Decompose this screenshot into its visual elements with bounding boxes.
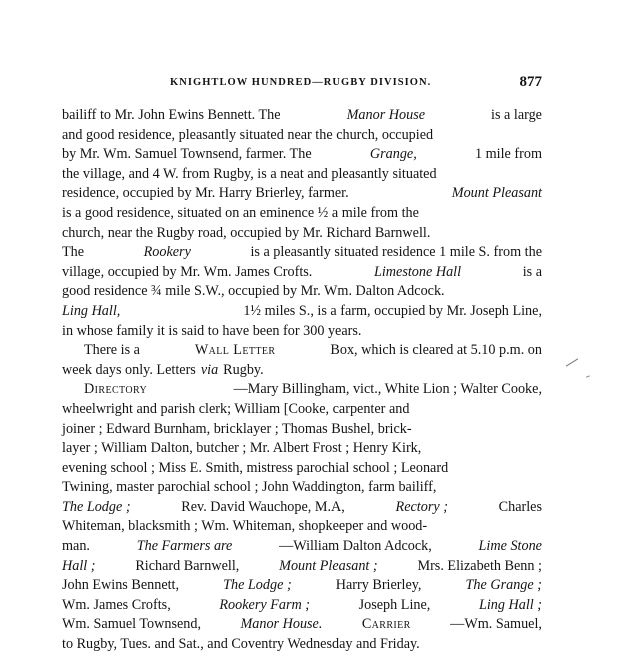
place-name: Ling Hall, — [62, 302, 121, 319]
text-run: the village, and 4 W. from Rugby, is a neat and pleasantly situated — [62, 165, 437, 182]
place-name: Lime Stone — [478, 538, 542, 555]
text-line — [62, 400, 542, 420]
text-run: layer ; William Dalton, butcher ; Mr. Albert Frost ; Henry Kirk, — [62, 440, 422, 457]
place-name: Rookery Farm ; — [219, 596, 310, 613]
place-name: Grange, — [369, 146, 417, 163]
place-name: Manor House — [346, 107, 426, 123]
small-caps-term: Wall Letter — [194, 342, 276, 359]
text-run: Richard Barnwell, — [135, 557, 240, 574]
text-run: week days only. Letters — [62, 361, 196, 378]
text-line — [62, 498, 542, 518]
text-line — [62, 282, 542, 302]
place-name: Mount Pleasant ; — [279, 557, 378, 574]
text-line — [62, 165, 542, 185]
text-run: and good residence, pleasantly situated near the church, occupied — [62, 126, 434, 143]
place-name: The Lodge ; — [223, 577, 292, 594]
text-run: 1 mile from — [475, 146, 542, 163]
text-line — [62, 224, 542, 244]
text-run: John Ewins Bennett, — [62, 577, 180, 594]
text-run: 1½ miles S., is a farm, occupied by Mr. Joseph Line, — [243, 302, 542, 319]
small-caps-term: Directory — [84, 381, 148, 398]
text-run: evening school ; Miss E. Smith, mistress parochial school ; Leonard — [62, 459, 449, 476]
text-run: is a pleasantly situated residence 1 mile S. from the — [250, 244, 542, 261]
text-run: by Mr. Wm. Samuel Townsend, farmer. The — [62, 146, 312, 163]
text-line — [62, 635, 542, 655]
text-line — [62, 459, 542, 479]
place-name: Hall ; — [62, 557, 96, 574]
place-name: Rectory ; — [395, 498, 448, 515]
text-line — [62, 106, 542, 126]
text-line — [62, 145, 542, 165]
text-line — [62, 537, 542, 557]
text-line — [62, 478, 542, 498]
text-line — [62, 184, 542, 204]
text-run: Wm. James Crofts, — [62, 596, 171, 613]
text-run: residence, occupied by Mr. Harry Brierley, farmer. — [62, 185, 349, 202]
text-run: Charles — [498, 498, 542, 515]
page-header — [170, 74, 542, 94]
text-line — [62, 263, 542, 283]
text-run: The — [62, 244, 85, 261]
text-line — [62, 420, 542, 440]
text-run: Twining, master parochial school ; John Waddington, farm bailiff, — [62, 479, 437, 496]
text-run: —William Dalton Adcock, — [279, 538, 432, 555]
text-line — [62, 243, 542, 263]
body-text — [62, 106, 542, 655]
text-run: village, occupied by Mr. Wm. James Crofts. — [62, 263, 313, 280]
place-name: Ling Hall ; — [478, 596, 542, 613]
italic-term: The Farmers are — [136, 538, 233, 555]
text-run: Mrs. Elizabeth Benn ; — [417, 557, 542, 574]
place-name: Mount Pleasant — [451, 185, 542, 202]
place-name: Rookery — [143, 244, 191, 261]
text-run: wheelwright and parish clerk; William [Cooke, carpenter and — [62, 400, 410, 417]
place-name: Manor House. — [240, 616, 323, 633]
text-line — [62, 126, 542, 146]
text-line — [62, 302, 542, 322]
margin-mark — [566, 358, 578, 366]
text-run: Harry Brierley, — [335, 577, 422, 594]
text-line — [62, 341, 542, 361]
text-run: is a — [522, 263, 542, 280]
text-run: man. — [62, 538, 90, 555]
text-run: Joseph Line, — [358, 596, 431, 613]
text-run: joiner ; Edward Burnham, bricklayer ; Thomas Bushel, brick- — [62, 420, 412, 437]
text-line — [62, 322, 542, 342]
text-run: church, near the Rugby road, occupied by Mr. Richard Barnwell. — [62, 224, 431, 241]
text-line — [62, 380, 542, 400]
text-run: Whiteman, blacksmith ; Wm. Whiteman, shopkeeper and wood- — [62, 518, 428, 535]
text-line — [62, 576, 542, 596]
margin-mark — [586, 375, 590, 377]
text-line — [62, 361, 542, 381]
place-name: The Lodge ; — [62, 498, 131, 515]
text-run: Rev. David Wauchope, M.A, — [181, 498, 345, 515]
place-name: Limestone Hall — [373, 263, 462, 280]
text-run: —Wm. Samuel, — [450, 616, 542, 633]
text-run: in whose family it is said to have been for 300 years. — [62, 322, 362, 339]
page-number: 877 — [519, 74, 542, 90]
italic-term: via — [200, 361, 219, 378]
text-line — [62, 557, 542, 577]
text-line — [62, 596, 542, 616]
running-head: KNIGHTLOW HUNDRED—RUGBY DIVISION. — [170, 77, 432, 88]
text-run: is a good residence, situated on an eminence ½ a mile from the — [62, 204, 419, 221]
text-run: bailiff to Mr. John Ewins Bennett. The — [62, 107, 281, 123]
text-run: There is a — [84, 342, 140, 359]
text-line — [62, 439, 542, 459]
text-run: Wm. Samuel Townsend, — [62, 616, 202, 633]
text-line — [62, 615, 542, 635]
text-line — [62, 204, 542, 224]
text-run: Box, which is cleared at 5.10 p.m. on — [330, 342, 542, 359]
small-caps-term: Carrier — [361, 616, 411, 633]
text-run: is a large — [491, 107, 542, 123]
text-run: Rugby. — [223, 361, 264, 378]
text-run: to Rugby, Tues. and Sat., and Coventry Wednesday and Friday. — [62, 636, 420, 653]
place-name: The Grange ; — [465, 577, 542, 594]
text-run: good residence ¾ mile S.W., occupied by Mr. Wm. Dalton Adcock. — [62, 283, 445, 300]
text-line — [62, 517, 542, 537]
text-run: —Mary Billingham, vict., White Lion ; Walter Cooke, — [233, 381, 542, 398]
